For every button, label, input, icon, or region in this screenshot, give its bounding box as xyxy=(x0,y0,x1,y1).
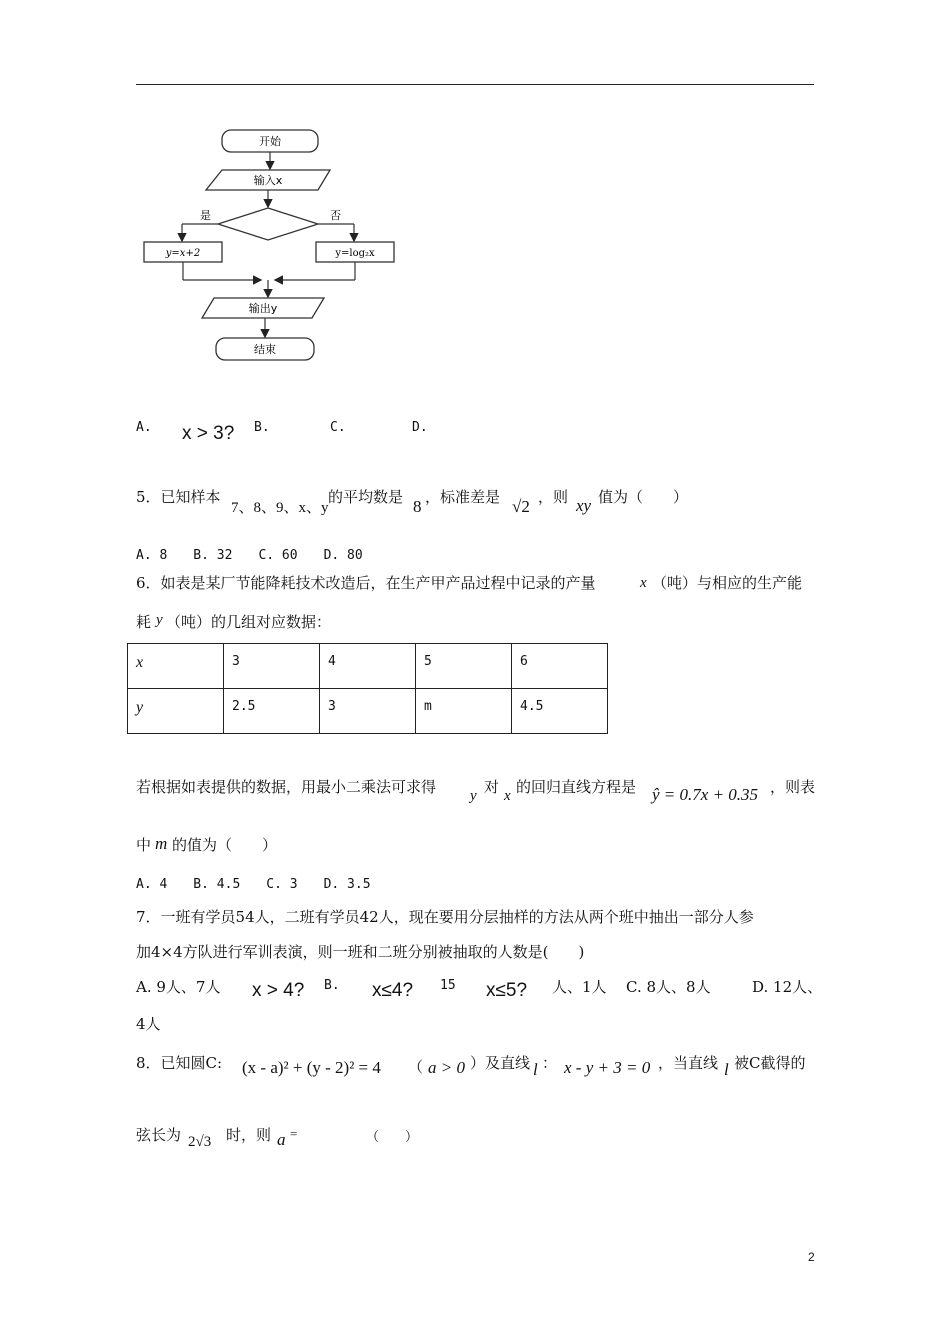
q5-mid2: ，标准差是 xyxy=(425,488,501,506)
table-cell: x xyxy=(128,644,224,689)
q8-l: l xyxy=(533,1060,538,1079)
q6-line1-a: 6．如表是某厂节能降耗技术改造后，在生产甲产品过程中记录的产量 xyxy=(136,574,596,592)
q8-line2-b: 时，则 xyxy=(226,1126,272,1144)
q7-expr3: x≤5? xyxy=(486,980,528,1001)
q6-after1-y: y xyxy=(470,788,477,804)
q7-line2: 加4×4方队进行军训表演，则一班和二班分别被抽取的人数是( ) xyxy=(136,943,585,961)
q6-after1-c: 的回归直线方程是 xyxy=(516,778,637,796)
table-cell: y xyxy=(128,689,224,734)
q8-cond-close: ）及直线 xyxy=(470,1054,531,1072)
q8-colon: ： xyxy=(542,1054,558,1072)
q5-mid3: ，则 xyxy=(538,488,569,506)
q8-chord: 2√3 xyxy=(188,1134,212,1150)
q8-eq: = xyxy=(290,1126,298,1141)
q4-option-b: B. xyxy=(254,420,270,435)
q7-line1: 7．一班有学员54人，二班有学员42人，现在要用分层抽样的方法从两个班中抽出一部分人参 xyxy=(136,908,754,926)
q8-l2: l xyxy=(724,1060,729,1079)
q5-options: A. 8 B. 32 C. 60 D. 80 xyxy=(136,548,363,563)
q8-line-eq: x - y + 3 = 0 xyxy=(564,1058,651,1077)
q6-options: A. 4 B. 4.5 C. 3 D. 3.5 xyxy=(136,877,371,892)
q6-after1-d: ，则表 xyxy=(770,778,816,796)
q4-option-d: D. xyxy=(412,420,428,435)
flow-input-label: 输入x xyxy=(253,174,283,187)
q5-xy: xy xyxy=(576,496,592,515)
q6-line2-y: y xyxy=(156,612,163,628)
q7-expr2: x≤4? xyxy=(372,980,414,1001)
q6-after1-b: 对 xyxy=(484,778,500,796)
q8-paren: （ ） xyxy=(366,1130,419,1145)
flow-decision-diamond xyxy=(218,208,318,240)
q8-a: a xyxy=(277,1130,286,1149)
q5-sample: 7、8、9、x、y xyxy=(231,500,329,516)
q7-expr1: x > 4? xyxy=(252,980,305,1001)
q6-line2-b: （吨）的几组对应数据： xyxy=(166,613,332,631)
data-table xyxy=(127,643,608,734)
q8-cond-open: （ xyxy=(408,1058,424,1076)
q6-after2-m: m xyxy=(155,834,168,853)
flow-yes-label: 是 xyxy=(200,209,211,222)
q6-line1-b: （吨）与相应的生产能 xyxy=(652,574,803,592)
q5-mean: 8 xyxy=(413,497,422,516)
q8-cond: a > 0 xyxy=(428,1058,465,1077)
q8-mid: ，当直线 xyxy=(658,1054,719,1072)
table-cell: 5 xyxy=(416,644,512,689)
table-cell: 6 xyxy=(512,644,608,689)
q8-prefix: 8．已知圆C: xyxy=(136,1054,223,1072)
table-row xyxy=(128,644,608,689)
q6-after2-a: 中 xyxy=(136,836,152,854)
table-cell: 3 xyxy=(320,689,416,734)
q7-num15: 15 xyxy=(440,978,456,993)
q7-option-d: D. 12人、 xyxy=(752,978,823,996)
flow-no-label: 否 xyxy=(330,209,341,222)
flow-right-label: y=log₂x xyxy=(335,248,375,259)
q7-option-d-tail: 4人 xyxy=(136,1015,161,1033)
flow-end-label: 结束 xyxy=(254,343,276,356)
q4-option-a: A. xyxy=(136,420,152,435)
q5-prefix: 5．已知样本 xyxy=(136,488,221,506)
table-cell: 4 xyxy=(320,644,416,689)
table-cell: 2.5 xyxy=(224,689,320,734)
q7-option-a: A. 9人、7人 xyxy=(136,978,221,996)
header-rule xyxy=(136,84,814,85)
table-row xyxy=(128,689,608,734)
table-cell: m xyxy=(416,689,512,734)
q6-line1-x: x xyxy=(640,575,647,591)
q4-option-c: C. xyxy=(330,420,346,435)
flow-output-label: 输出y xyxy=(248,302,278,315)
q5-mid1: 的平均数是 xyxy=(328,488,404,506)
q6-after1-a: 若根据如表提供的数据，用最小二乘法可求得 xyxy=(136,778,437,796)
q7-option-c: C. 8人、8人 xyxy=(626,978,711,996)
q6-equation: ŷ = 0.7x + 0.35 xyxy=(652,785,759,804)
q5-sd: √2 xyxy=(512,497,530,516)
flow-left-label: y=x+2 xyxy=(165,248,201,259)
q6-after2-b: 的值为（ ） xyxy=(172,836,278,854)
q8-tail: 被C截得的 xyxy=(734,1054,806,1072)
table-cell: 4.5 xyxy=(512,689,608,734)
flowchart xyxy=(130,120,410,370)
page-number: 2 xyxy=(808,1250,815,1264)
q7-option-b-tail: 人、1人 xyxy=(552,978,607,996)
q8-circle-eq: (x - a)² + (y - 2)² = 4 xyxy=(242,1058,381,1077)
q7-option-b: B. xyxy=(324,978,340,993)
q5-suffix: 值为（ ） xyxy=(598,488,689,506)
table-cell: 3 xyxy=(224,644,320,689)
q4-option-a-expr: x > 3? xyxy=(182,423,235,444)
flow-start-label: 开始 xyxy=(259,135,281,148)
q8-line2-a: 弦长为 xyxy=(136,1126,182,1144)
q6-line2-a: 耗 xyxy=(136,613,152,631)
q6-after1-x: x xyxy=(504,788,511,804)
